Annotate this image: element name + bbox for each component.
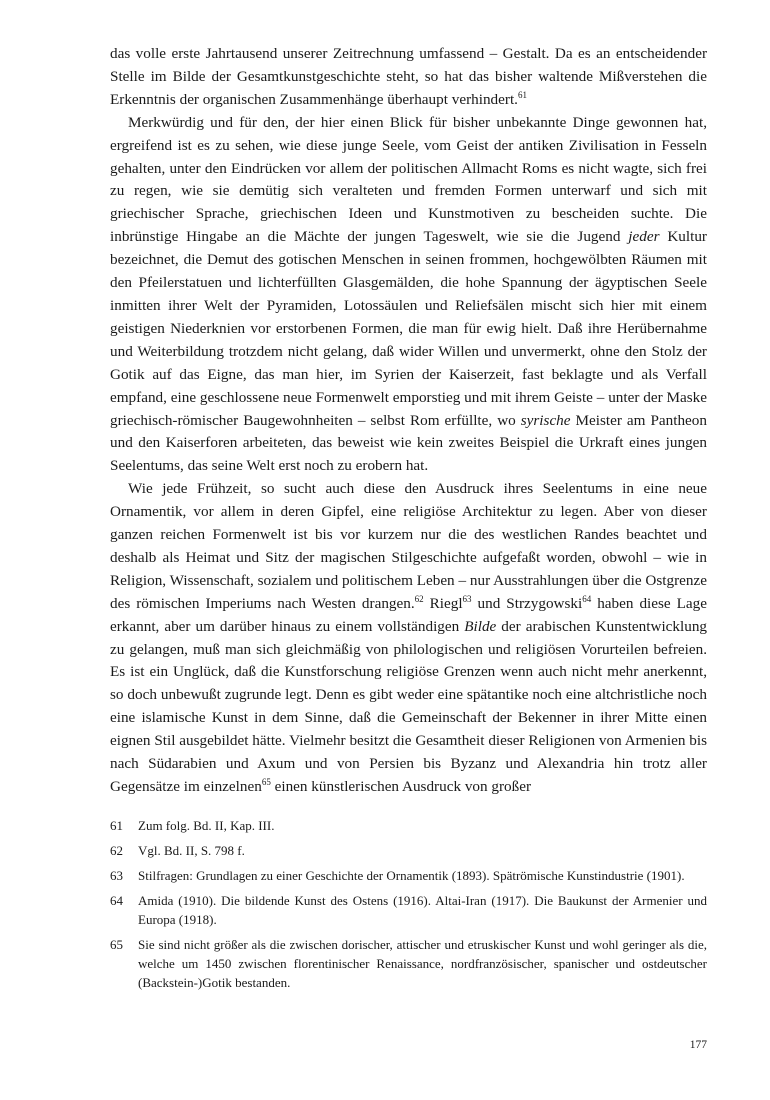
text-run: haben diese Lage erkannt, aber um darüber hinaus zu einem vollständigen xyxy=(110,594,708,635)
footnote-number: 63 xyxy=(110,867,123,883)
footnote-text: Stilfragen: Grundlagen zu einer Geschichte der Ornamentik (1893). Spätrömische Kunstindustrie (1901). xyxy=(138,867,685,883)
body-paragraph xyxy=(110,112,707,479)
text-run: der arabischen Kunstentwicklung zu gelangen, muß man sich gleichmäßig von philologischen und religiösen Vorurteilen befreien. Es ist ein Unglück, daß die Kunstforschung religiöse Grenzen wenn auch nicht mehr anerkennt, so doch unbewußt zugrunde legt. Denn es gibt weder eine spätantike noch eine altchristliche noch eine islamische Kunst in dem Sinne, daß die Gemeinschaft der Bekenner in ihrer Mitte einen eignen Stil ausgebildet hätte. Vielmehr besitzt die Gesamtheit dieser Religionen von Armenien bis nach Südarabien und Axum und von Persien bis Byzanz und Alexandria hin trotz aller Gegensätze im einzelnen xyxy=(110,617,708,795)
text-run: das volle erste Jahrtausend unserer Zeitrechnung umfassend – Gestalt. Da es an entscheidender Stelle im Bilde der Gesamtkunstgeschichte steht, so hat das bisher waltende Mißverstehen die Erkenntnis der organischen Zusammenhänge überhaupt verhindert. xyxy=(110,45,707,108)
footnote xyxy=(110,816,707,835)
footnote-text: Zum folg. Bd. II, Kap. III. xyxy=(138,817,275,833)
document-page xyxy=(110,43,707,998)
emphasized-text: Bilde xyxy=(464,617,497,635)
footnote xyxy=(110,866,707,885)
body-paragraph xyxy=(110,43,707,112)
text-run: einen künstlerischen Ausdruck von großer xyxy=(270,778,532,795)
footnote-reference: 64 xyxy=(582,593,592,604)
footnotes xyxy=(110,816,707,992)
body-text xyxy=(110,43,707,799)
body-paragraph xyxy=(110,478,707,799)
footnote-number: 64 xyxy=(110,892,123,908)
emphasized-text: syrische xyxy=(520,411,571,429)
footnote xyxy=(110,841,707,860)
text-run: Kultur bezeichnet, die Demut des gotischen Menschen in seinen frommen, hochgewölbten Räumen mit den Pfeilerstatuen und lichterfüllten Glasgemälden, die hohe Spannung der ägyptischen Seele inmitten ihrer Welt der Pyramiden, Lotossäulen und Reliefsälen mischt sich hier mit einem geistigen Niederknien vor erstorbenen Formen, die man für ewig hielt. Daß ihre Herübernahme und Weiterbildung trotzdem nicht gelang, daß wider Willen und unvermerkt, ohne den Stolz der Gotik auf das Eigne, das man hier, im Syrien der Kaiserzeit, fast beklagte und als Verfall empfand, eine geschlossene neue Formenwelt emporstieg und mit ihrem Geiste – unter der Maske griechisch-römischer Baugewohnheiten – selbst Rom erfüllte, wo xyxy=(110,228,707,429)
footnote-text: Amida (1910). Die bildende Kunst des Ostens (1916). Altai-Iran (1917). Die Baukunst der Armenier und Europa (1918). xyxy=(138,892,707,927)
text-run: und Strzygowski xyxy=(471,594,583,612)
emphasized-text: jeder xyxy=(628,228,660,246)
text-run: Meister am Pantheon und den Kaiserforen arbeiteten, das beweist wie kein zweites Beispiel die Urkraft eines jungen Seelentums, das seine Welt erst noch zu erobern hat. xyxy=(110,411,707,475)
footnote-reference: 63 xyxy=(462,593,472,604)
footnote-reference: 61 xyxy=(517,89,527,100)
footnote-reference: 65 xyxy=(261,777,271,787)
footnote-text: Vgl. Bd. II, S. 798 f. xyxy=(138,842,245,858)
footnote-reference: 62 xyxy=(414,593,424,604)
text-run: Wie jede Frühzeit, so sucht auch diese den Ausdruck ihres Seelentums in eine neue Ornamentik, vor allem in deren Gipfel, eine religiöse Architektur zu legen. Aber von dieser ganzen reichen Formenwelt ist bis vor kurzem nur die des westlichen Randes beachtet und deshalb als Heimat und Sitz der magischen Stilgeschichte aufgefaßt worden, obwohl – wie in Religion, Wissenschaft, sozialem und politischem Leben – nur Ausstrahlungen über die Ostgrenze des römischen Imperiums nach Westen drangen. xyxy=(110,480,707,612)
text-run: Merkwürdig und für den, der hier einen Blick für bisher unbekannte Dinge gewonnen hat, ergreifend ist es zu sehen, wie diese junge Seele, vom Geist der antiken Zivilisation in Fesseln gehalten, unter den Eindrücken vor allem der politischen Allmacht Roms es nicht wagte, sich frei zu regen, wie sie demütig sich veralteten und fremden Formen unterwarf und sich mit griechischer Sprache, griechischen Ideen und Kunstmotiven zu bescheiden suchte. Die inbrünstige Hingabe an die Mächte der jungen Tageswelt, wie sie die Jugend xyxy=(110,113,707,246)
footnote-number: 65 xyxy=(110,936,123,952)
footnote-number: 61 xyxy=(110,817,123,833)
footnote-number: 62 xyxy=(110,842,123,858)
footnote xyxy=(110,935,707,992)
footnote xyxy=(110,891,707,929)
page-number: 177 xyxy=(689,1039,707,1051)
footnote-text: Sie sind nicht größer als die zwischen dorischer, attischer und etruskischer Kunst und wohl geringer als die, welche um 1450 zwischen florentinischer Renaissance, nordfranzösischer, spanischer und ostdeutscher (Backstein-)Gotik bestanden. xyxy=(138,936,707,990)
text-run: Riegl xyxy=(423,594,463,612)
